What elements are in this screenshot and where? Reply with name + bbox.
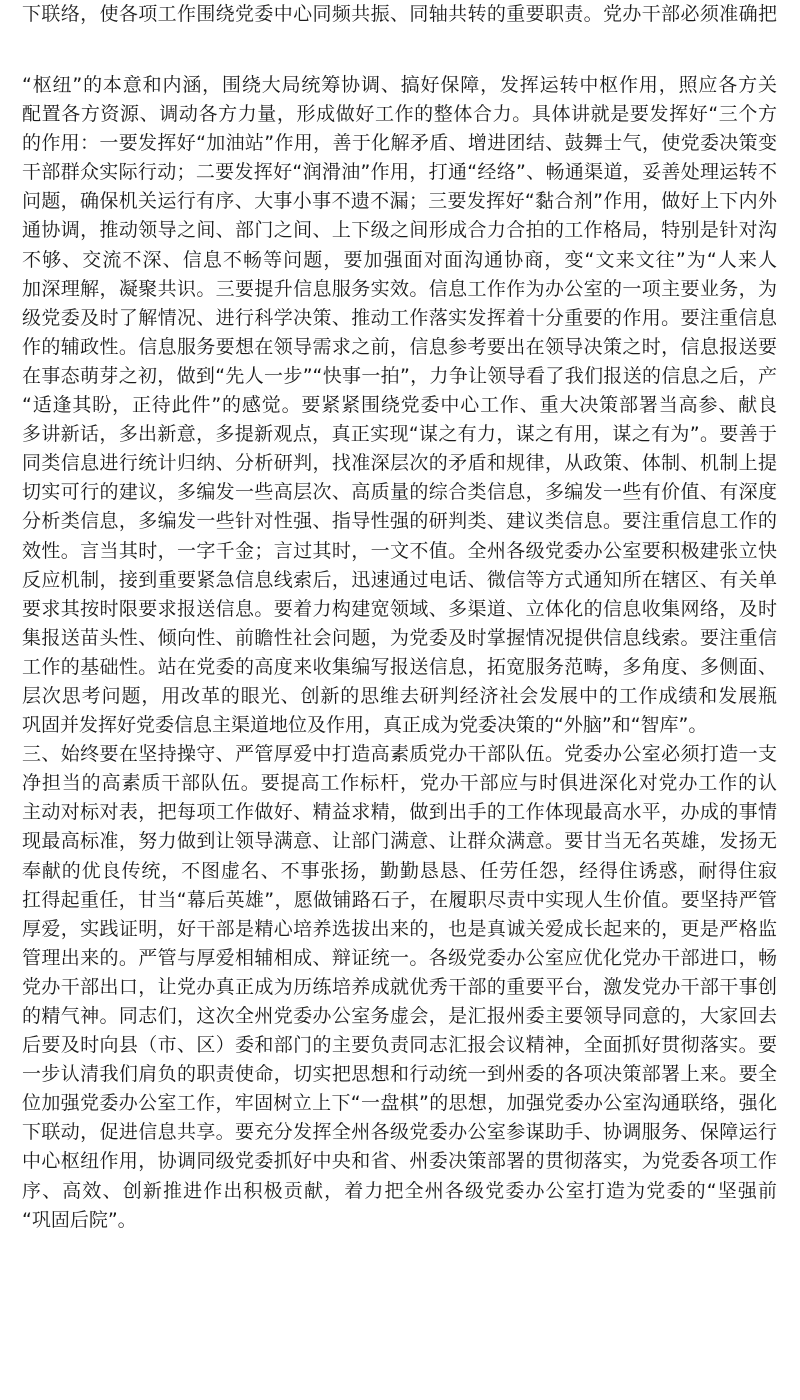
text-line: 要求其按时限要求报送信息。要着力构建宽领域、多渠道、立体化的信息收集网络，及时 bbox=[22, 597, 777, 620]
text-line: 序、高效、创新推进作出积极贡献，着力把全州各级党委办公室打造为党委的“坚强前 bbox=[22, 1179, 777, 1202]
text-line: 不够、交流不深、信息不畅等问题，要加强面对面沟通协商，变“文来文往”为“人来人 bbox=[22, 248, 777, 271]
text-line: 干部群众实际行动；二要发挥好“润滑油”作用，打通“经络”、畅通渠道，妥善处理运转不 bbox=[22, 161, 777, 184]
text-line: 通协调，推动领导之间、部门之间、上下级之间形成合力合拍的工作格局，特别是针对沟 bbox=[22, 219, 777, 242]
text-line: 效性。言当其时，一字千金；言过其时，一文不值。全州各级党委办公室要积极建张立快 bbox=[22, 539, 777, 562]
text-line: 管理出来的。严管与厚爱相辅相成、辩证统一。各级党委办公室应优化党办干部进口，畅 bbox=[22, 946, 777, 969]
text-line: 集报送苗头性、倾向性、前瞻性社会问题，为党委及时掌握情况提供信息线索。要注重信 bbox=[22, 626, 777, 649]
text-line: 在事态萌芽之初，做到“先人一步”“快事一拍”，力争让领导看了我们报送的信息之后，产 bbox=[22, 364, 777, 387]
text-line: 同类信息进行统计归纳、分析研判，找准深层次的矛盾和规律，从政策、体制、机制上提 bbox=[22, 452, 777, 475]
text-line: 工作的基础性。站在党委的高度来收集编写报送信息，拓宽服务范畴，多角度、多侧面、 bbox=[22, 655, 777, 678]
text-line: 层次思考问题，用改革的眼光、创新的思维去研判经济社会发展中的工作成绩和发展瓶 bbox=[22, 684, 777, 707]
text-line: 一步认清我们肩负的职责使命，切实把思想和行动统一到州委的各项决策部署上来。要全 bbox=[22, 1063, 777, 1086]
text-line: 的作用：一要发挥好“加油站”作用，善于化解矛盾、增进团结、鼓舞士气，使党委决策变 bbox=[22, 132, 777, 155]
text-line: 分析类信息，多编发一些针对性强、指导性强的研判类、建议类信息。要注重信息工作的 bbox=[22, 510, 777, 533]
text-line: 作的辅政性。信息服务要想在领导需求之前，信息参考要出在领导决策之时，信息报送要 bbox=[22, 335, 777, 358]
text-line: 位加强党委办公室工作，牢固树立上下“一盘棋”的思想，加强党委办公室沟通联络，强化 bbox=[22, 1092, 777, 1115]
top-paragraph-fragment bbox=[22, 0, 777, 29]
text-line: 多讲新话，多出新意，多提新观点，真正实现“谋之有力，谋之有用，谋之有为”。要善于 bbox=[22, 423, 777, 446]
text-line: 的精气神。同志们，这次全州党委办公室务虚会，是汇报州委主要领导同意的，大家回去 bbox=[22, 1005, 777, 1027]
text-line: 下联动，促进信息共享。要充分发挥全州各级党委办公室参谋助手、协调服务、保障运行 bbox=[22, 1121, 777, 1144]
text-line: 巩固并发挥好党委信息主渠道地位及作用，真正成为党委决策的“外脑”和“智库”。 bbox=[22, 714, 708, 737]
text-line: 加深理解，凝聚共识。三要提升信息服务实效。信息工作作为办公室的一项主要业务，为 bbox=[22, 277, 777, 300]
text-line: “枢纽”的本意和内涵，围绕大局统筹协调、搞好保障，发挥运转中枢作用，照应各方关 bbox=[22, 74, 777, 96]
text-line: 后要及时向县（市、区）委和部门的主要负责同志汇报会议精神，全面抓好贯彻落实。要 bbox=[22, 1034, 777, 1057]
text-line: 反应机制，接到重要紧急信息线索后，迅速通过电话、微信等方式通知所在辖区、有关单 bbox=[22, 568, 777, 591]
text-line: 厚爱，实践证明，好干部是精心培养选拔出来的，也是真诚关爱成长起来的，更是严格监 bbox=[22, 917, 777, 940]
text-line: 净担当的高素质干部队伍。要提高工作标杆，党办干部应与时俱进深化对党办工作的认 bbox=[22, 772, 777, 795]
text-line: 问题，确保机关运行有序、大事小事不遗不漏；三要发挥好“黏合剂”作用，做好上下内外 bbox=[22, 190, 777, 213]
text-line: “适逢其盼，正待此件”的感觉。要紧紧围绕党委中心工作、重大决策部署当高参、献良 bbox=[22, 394, 777, 417]
text-line: 配置各方资源、调动各方力量，形成做好工作的整体合力。具体讲就是要发挥好“三个方 bbox=[22, 103, 777, 126]
text-line: “巩固后院”。 bbox=[22, 1208, 137, 1231]
text-line: 切实可行的建议，多编发一些高层次、高质量的综合类信息，多编发一些有价值、有深度 bbox=[22, 481, 777, 504]
text-line: 级党委及时了解情况、进行科学决策、推动工作落实发挥着十分重要的作用。要注重信息 bbox=[22, 306, 777, 329]
text-line: 下联络，使各项工作围绕党委中心同频共振、同轴共转的重要职责。党办干部必须准确把 bbox=[22, 3, 777, 25]
text-line: 党办干部出口，让党办真正成为历练培养成就优秀干部的重要平台，激发党办干部干事创 bbox=[22, 975, 777, 998]
text-line: 奉献的优良传统，不图虚名、不事张扬，勤勤恳恳、任劳任怨，经得住诱惑，耐得住寂 bbox=[22, 859, 777, 882]
text-line: 扛得起重任，甘当“幕后英雄”，愿做铺路石子，在履职尽责中实现人生价值。要坚持严管 bbox=[22, 888, 777, 911]
text-line: 主动对标对表，把每项工作做好、精益求精，做到出手的工作体现最高水平，办成的事情 bbox=[22, 801, 777, 824]
main-text-body bbox=[22, 71, 777, 1235]
text-line: 现最高标准，努力做到让领导满意、让部门满意、让群众满意。要甘当无名英雄，发扬无 bbox=[22, 830, 777, 853]
text-line: 中心枢纽作用，协调同级党委抓好中央和省、州委决策部署的贯彻落实，为党委各项工作 bbox=[22, 1150, 777, 1173]
text-line: 三、始终要在坚持操守、严管厚爱中打造高素质党办干部队伍。党委办公室必须打造一支 bbox=[22, 743, 777, 766]
